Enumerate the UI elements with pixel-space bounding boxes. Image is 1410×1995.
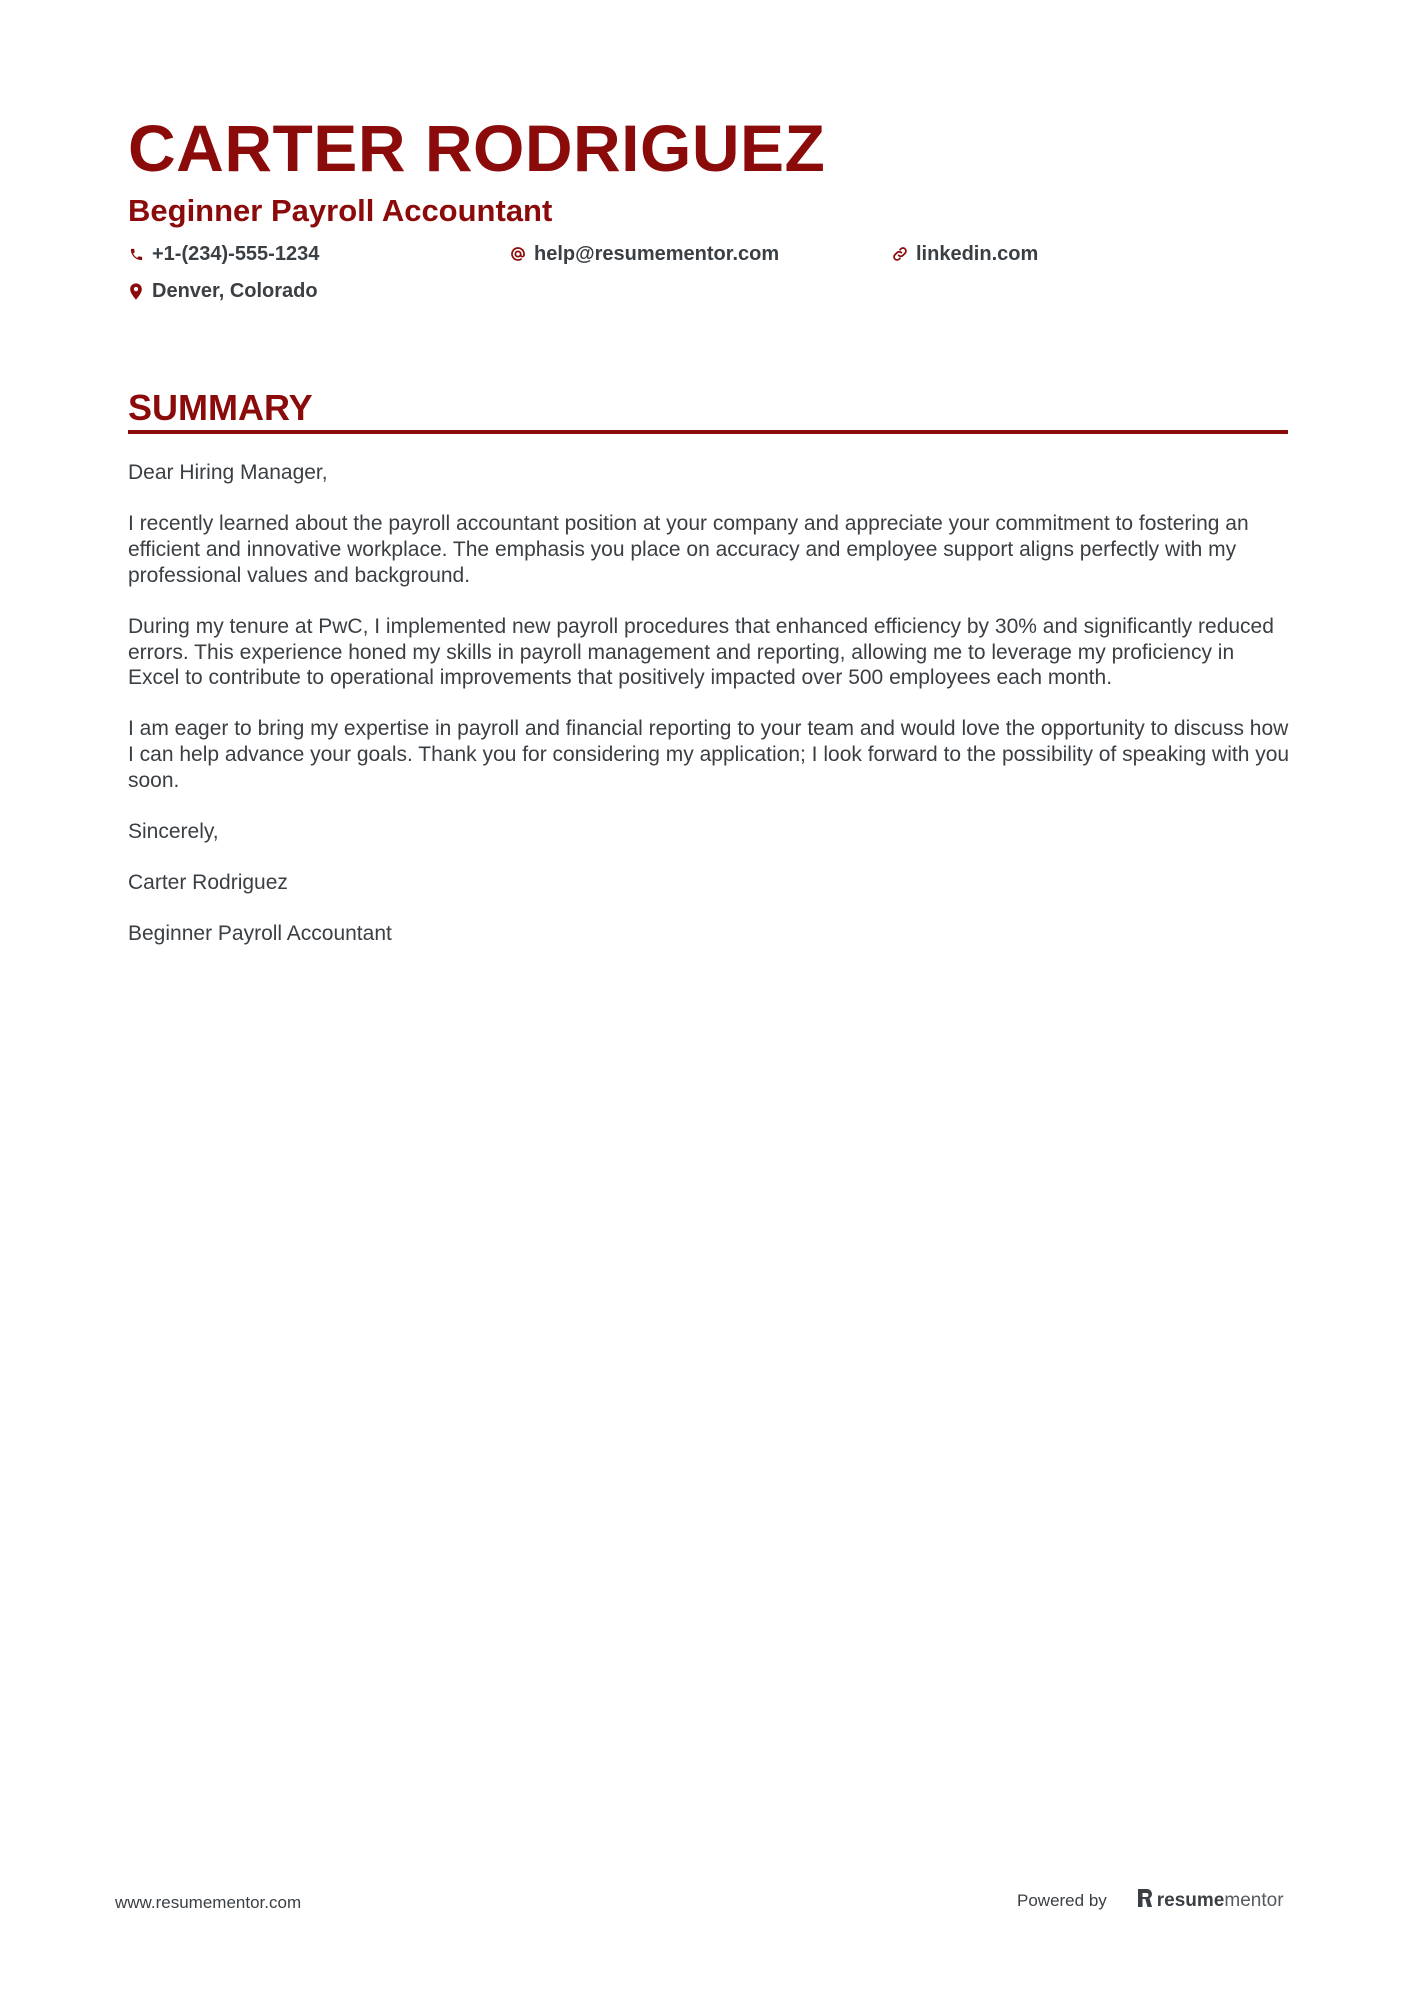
powered-by-label: Powered by — [1017, 1891, 1107, 1910]
contact-email — [510, 241, 779, 267]
brand-name-light: mentor — [1224, 1890, 1284, 1911]
map-pin-icon — [128, 282, 144, 300]
link-icon — [892, 245, 908, 263]
brand-name-bold: resume — [1156, 1890, 1225, 1911]
letter-greeting: Dear Hiring Manager, — [128, 461, 328, 484]
email-text[interactable]: help@resumementor.com — [534, 243, 780, 265]
letter-paragraph: I recently learned about the payroll accountant position at your company and appreciate your commitment to fostering an efficient and innovative workplace. The emphasis you place on accuracy and employee support aligns perfectly with my professional values and background. — [128, 512, 1249, 587]
letter-closing: Sincerely, — [128, 820, 219, 844]
brand-logo[interactable] — [1137, 1888, 1284, 1914]
phone-text[interactable]: +1-(234)-555-1234 — [152, 243, 320, 265]
letter-paragraph: I am eager to bring my expertise in payroll and financial reporting to your team and would love the opportunity to discuss how I can help advance your goals. Thank you for considering my application; I look forward to the possibility of speaking with you soon. — [128, 717, 1290, 792]
section-divider — [128, 430, 1288, 434]
candidate-title: Beginner Payroll Accountant — [128, 193, 553, 228]
resumementor-logo-icon — [1137, 1888, 1153, 1914]
candidate-name: CARTER RODRIGUEZ — [128, 111, 826, 185]
contact-phone — [128, 241, 319, 267]
letter-signature-title: Beginner Payroll Accountant — [128, 922, 392, 946]
contact-link — [892, 241, 1038, 267]
phone-icon — [128, 245, 144, 263]
footer-branding — [1017, 1888, 1284, 1914]
location-text: Denver, Colorado — [152, 280, 318, 302]
footer-website[interactable]: www.resumementor.com — [115, 1893, 302, 1912]
letter-body — [128, 460, 1290, 973]
link-text[interactable]: linkedin.com — [916, 243, 1039, 265]
letter-signature: Carter Rodriguez — [128, 871, 288, 895]
section-heading-summary: SUMMARY — [128, 387, 313, 428]
letter-paragraph: During my tenure at PwC, I implemented new payroll procedures that enhanced efficiency by 30% and significantly reduced errors. This experience honed my skills in payroll management and reporting, allowing me to leverage my proficiency in Excel to contribute to operational improvements that positively impacted over 500 employees each month. — [128, 614, 1274, 690]
contact-location — [128, 278, 318, 304]
at-icon — [510, 245, 526, 263]
